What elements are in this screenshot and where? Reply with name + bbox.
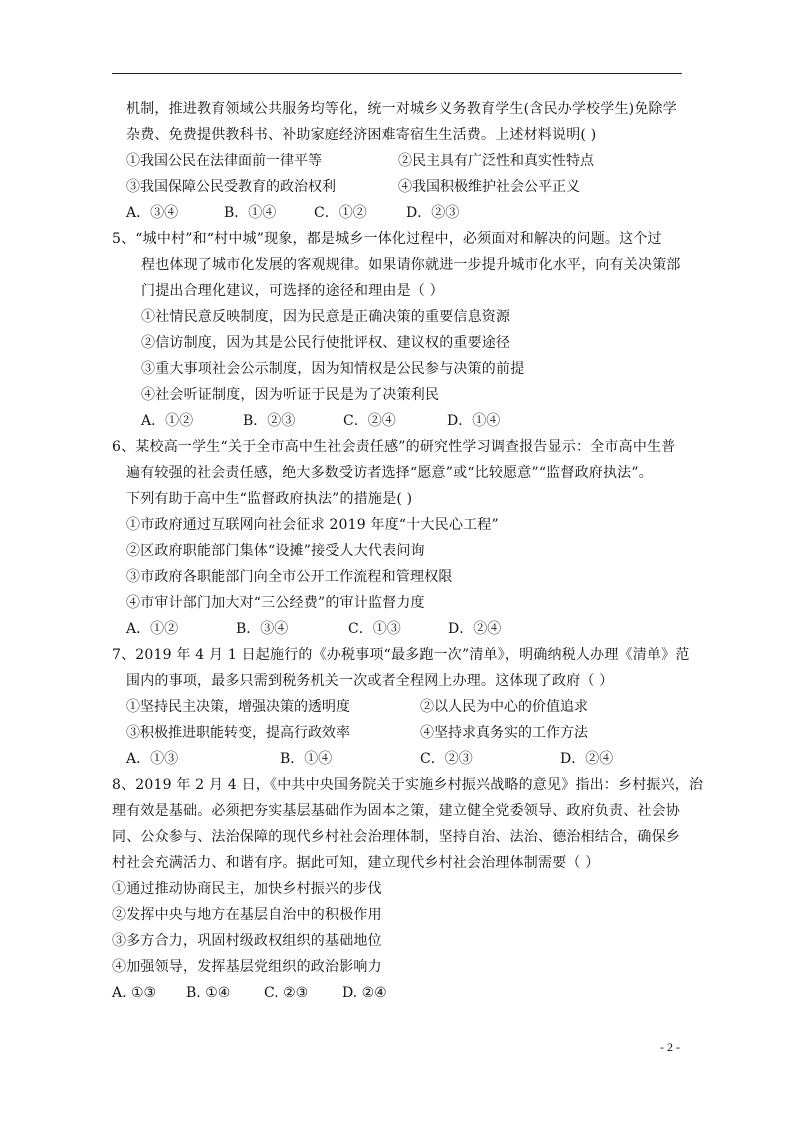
- q6-choice-d: D．②④: [448, 621, 502, 637]
- q5-choice-b: B．②③: [243, 413, 296, 429]
- q5-choice-c: C．②④: [343, 413, 396, 429]
- q4-option-3: ③我国保障公民受教育的政治权利: [126, 179, 336, 195]
- q8-choice-a: A. ①③: [112, 985, 157, 1001]
- q5-option-1: ①社情民意反映制度，因为民意是正确决策的重要信息资源: [141, 309, 511, 325]
- q7-choice-a: A．①③: [126, 751, 179, 767]
- q4-option-1: ①我国公民在法律面前一律平等: [126, 153, 322, 169]
- q6-choice-c: C．①③: [348, 621, 401, 637]
- q8-option-1: ①通过推动协商民主，加快乡村振兴的步伐: [112, 881, 382, 897]
- q7-option-1: ①坚持民主决策，增强决策的透明度: [126, 699, 350, 715]
- q4-choice-d: D．②③: [406, 205, 460, 221]
- q8-option-2: ②发挥中央与地方在基层自治中的积极作用: [112, 907, 382, 923]
- q5-choice-d: D．①④: [447, 413, 501, 429]
- q4-choice-b: B．①④: [224, 205, 277, 221]
- q6-option-4: ④市审计部门加大对“三公经费”的审计监督力度: [126, 595, 425, 611]
- q7-choice-d: D．②④: [560, 751, 614, 767]
- q5-option-2: ②信访制度，因为其是公民行使批评权、建议权的重要途径: [141, 335, 511, 351]
- q8-stem-line-2: 理有效是基础。必须把夯实基层基础作为固本之策，建立健全党委领导、政府负责、社会协: [112, 803, 680, 819]
- q7-option-3: ③积极推进职能转变，提高行政效率: [126, 725, 350, 741]
- q8-choice-c: C. ②③: [264, 985, 309, 1001]
- q5-option-3: ③重大事项社会公示制度，因为知情权是公民参与决策的前提: [141, 361, 525, 377]
- q4-choice-c: C．①②: [314, 205, 367, 221]
- q4-option-4: ④我国积极维护社会公平正义: [398, 179, 580, 195]
- q6-option-3: ③市政府各职能部门向全市公开工作流程和管理权限: [126, 569, 453, 585]
- q7-stem-line-1: 7、2019 年 4 月 1 日起施行的《办税事项“最多跑一次”清单》，明确纳税人办理《清单》范: [112, 647, 690, 663]
- q4-line-2: 杂费、免费提供教科书、补助家庭经济困难寄宿生生活费。上述材料说明( ): [126, 127, 597, 143]
- q6-choice-b: B．③④: [236, 621, 289, 637]
- q6-option-2: ②区政府职能部门集体“设摊”接受人大代表问询: [126, 543, 425, 559]
- page-number: - 2 -: [660, 1040, 680, 1054]
- q5-stem-line-1: 5、“城中村”和“村中城”现象，都是城乡一体化过程中，必须面对和解决的问题。这个过: [112, 231, 662, 247]
- q6-stem-line-3: 下列有助于高中生“监督政府执法”的措施是( ): [126, 491, 413, 507]
- q6-stem-line-2: 遍有较强的社会责任感，绝大多数受访者选择“愿意”或“比较愿意”“监督政府执法”。: [126, 465, 653, 481]
- q7-choice-c: C．②③: [420, 751, 473, 767]
- q6-stem-line-1: 6、某校高一学生“关于全市高中生社会责任感”的研究性学习调查报告显示：全市高中生普: [112, 439, 676, 455]
- q8-option-4: ④加强领导，发挥基层党组织的政治影响力: [112, 959, 382, 975]
- q5-stem-line-3: 门提出合理化建议，可选择的途径和理由是（ ）: [141, 283, 444, 299]
- q8-stem-line-1: 8、2019 年 2 月 4 日，《中共中央国务院关于实施乡村振兴战略的意见》指出：乡村振兴，治: [112, 777, 704, 793]
- q7-option-4: ④坚持求真务实的工作方法: [420, 725, 588, 741]
- q8-stem-line-4: 村社会充满活力、和谐有序。据此可知，建立现代乡村社会治理体制需要（ ）: [112, 855, 600, 871]
- header-rule: [112, 73, 682, 74]
- q8-choice-b: B. ①④: [186, 985, 231, 1001]
- q4-option-2: ②民主具有广泛性和真实性特点: [398, 153, 594, 169]
- q5-option-4: ④社会听证制度，因为听证于民是为了决策利民: [141, 387, 440, 403]
- q4-line-1: 机制，推进教育领域公共服务均等化，统一对城乡义务教育学生(含民办学校学生)免除学: [126, 101, 677, 117]
- q5-stem-line-2: 程也体现了城市化发展的客观规律。如果请你就进一步提升城市化水平，向有关决策部: [141, 257, 681, 273]
- q7-stem-line-2: 围内的事项，最多只需到税务机关一次或者全程网上办理。这体现了政府（ ）: [126, 673, 614, 689]
- q8-choice-d: D. ②④: [342, 985, 387, 1001]
- q7-choice-b: B．①④: [280, 751, 333, 767]
- q6-choice-a: A．①②: [126, 621, 179, 637]
- q8-stem-line-3: 同、公众参与、法治保障的现代乡村社会治理体制，坚持自治、法治、德治相结合，确保乡: [112, 829, 680, 845]
- q6-option-1: ①市政府通过互联网向社会征求 2019 年度“十大民心工程”: [126, 517, 499, 533]
- q5-choice-a: A．①②: [141, 413, 194, 429]
- q4-choice-a: A．③④: [126, 205, 179, 221]
- q8-option-3: ③多方合力，巩固村级政权组织的基础地位: [112, 933, 382, 949]
- q7-option-2: ②以人民为中心的价值追求: [420, 699, 588, 715]
